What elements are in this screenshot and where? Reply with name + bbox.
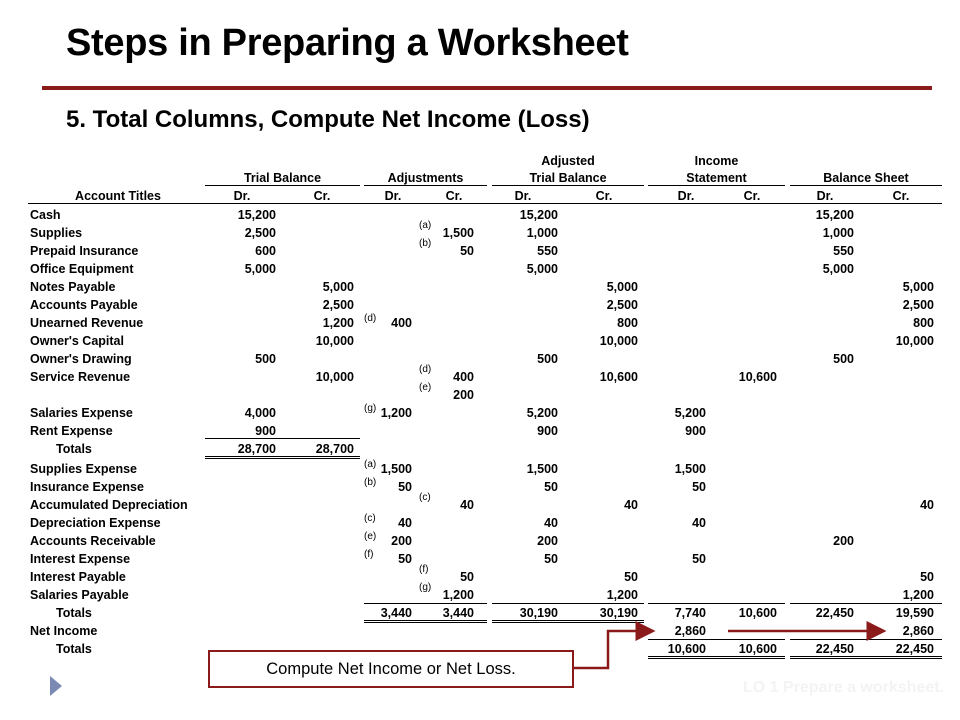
row-amount: 50 [398,552,412,566]
adjustment-ref-label: (a) [364,459,377,470]
totals-single-rule [205,438,360,439]
row-amount: 200 [453,388,474,402]
row-account-title: Rent Expense [30,424,113,438]
totals-double-rule [205,456,360,459]
row-account-title: Prepaid Insurance [30,244,139,258]
row-amount: 5,000 [902,280,934,294]
header-cr: Cr. [313,189,331,203]
row-amount: 600 [255,244,276,258]
row-amount: 550 [833,244,854,258]
adjustment-ref-label: (b) [364,477,377,488]
row-amount: 2,860 [902,624,934,638]
row-amount: 28,700 [237,442,276,456]
slide-title: Steps in Preparing a Worksheet [66,22,629,64]
row-account-title: Accumulated Depreciation [30,498,188,512]
row-amount: 10,600 [738,606,777,620]
row-amount: 50 [460,570,474,584]
adjustment-ref-label: (e) [364,531,377,542]
row-amount: 1,500 [442,226,474,240]
adjustment-ref-label: (e) [419,382,432,393]
net-income-rule [648,639,785,640]
row-amount: 10,600 [738,642,777,656]
adjustment-ref-label: (f) [419,564,429,575]
totals-single-rule [648,603,785,604]
row-amount: 1,200 [322,316,354,330]
row-account-title: Cash [30,208,61,222]
adjustment-ref-label: (a) [419,220,432,231]
row-amount: 40 [692,516,706,530]
row-amount: 1,200 [442,588,474,602]
row-amount: 50 [398,480,412,494]
row-account-title: Unearned Revenue [30,316,144,330]
row-amount: 5,200 [526,406,558,420]
row-amount: 200 [833,534,854,548]
header-dr: Dr. [233,189,251,203]
row-account-title: Insurance Expense [30,480,144,494]
row-amount: 900 [685,424,706,438]
row-amount: 15,200 [815,208,854,222]
row-account-title: Totals [56,642,92,656]
header-cr: Cr. [743,189,761,203]
header-group-line2: Trial Balance [529,171,607,185]
header-group-rule [790,185,942,186]
row-amount: 15,200 [519,208,558,222]
header-dr: Dr. [816,189,834,203]
row-amount: 50 [460,244,474,258]
header-group-line1: Adjusted [541,154,595,168]
header-group-line2: Balance Sheet [823,171,909,185]
header-dr: Dr. [514,189,532,203]
row-amount: 10,600 [599,370,638,384]
adjustment-ref-label: (g) [364,403,377,414]
row-amount: 22,450 [815,642,854,656]
totals-double-rule [364,620,487,623]
row-amount: 40 [460,498,474,512]
row-amount: 10,600 [667,642,706,656]
row-amount: 550 [537,244,558,258]
header-account-titles: Account Titles [75,189,161,203]
adjustment-ref-label: (b) [419,238,432,249]
row-amount: 1,500 [380,462,412,476]
row-account-title: Totals [56,442,92,456]
row-amount: 40 [544,516,558,530]
row-amount: 200 [391,534,412,548]
row-account-title: Office Equipment [30,262,134,276]
row-amount: 15,200 [237,208,276,222]
row-amount: 5,000 [244,262,276,276]
row-amount: 30,190 [599,606,638,620]
row-account-title: Service Revenue [30,370,131,384]
totals-single-rule [790,603,942,604]
row-amount: 900 [255,424,276,438]
totals-single-rule [492,603,644,604]
row-amount: 10,600 [738,370,777,384]
adjustment-ref-label: (g) [419,582,432,593]
row-account-title: Accounts Payable [30,298,138,312]
row-amount: 2,500 [902,298,934,312]
header-group-line2: Trial Balance [243,171,322,185]
row-account-title: Supplies Expense [30,462,137,476]
final-totals-double-rule [790,656,942,659]
row-amount: 50 [692,552,706,566]
row-amount: 22,450 [895,642,934,656]
row-amount: 30,190 [519,606,558,620]
row-amount: 400 [391,316,412,330]
row-amount: 1,000 [526,226,558,240]
row-amount: 2,500 [606,298,638,312]
row-account-title: Owner's Capital [30,334,124,348]
final-totals-double-rule [648,656,785,659]
row-amount: 40 [624,498,638,512]
row-amount: 28,700 [315,442,354,456]
row-amount: 7,740 [674,606,706,620]
row-account-title: Notes Payable [30,280,116,294]
play-triangle-icon[interactable] [50,676,62,696]
row-account-title: Owner's Drawing [30,352,132,366]
row-account-title: Interest Expense [30,552,131,566]
header-group-rule [205,185,360,186]
row-amount: 1,000 [822,226,854,240]
header-bottom-rule [28,203,942,204]
row-amount: 800 [913,316,934,330]
callout-box: Compute Net Income or Net Loss. [208,650,574,688]
row-amount: 40 [920,498,934,512]
adjustment-ref-label: (c) [419,492,431,503]
row-account-title: Salaries Payable [30,588,129,602]
row-amount: 22,450 [815,606,854,620]
row-amount: 10,000 [315,370,354,384]
row-amount: 2,500 [322,298,354,312]
row-amount: 10,000 [315,334,354,348]
row-amount: 40 [398,516,412,530]
row-amount: 200 [537,534,558,548]
row-amount: 3,440 [442,606,474,620]
learning-objective-footer: LO 1 Prepare a worksheet. [743,679,944,696]
header-group-line2: Adjustments [387,171,464,185]
row-amount: 500 [255,352,276,366]
row-amount: 50 [544,480,558,494]
row-amount: 1,200 [902,588,934,602]
row-account-title: Net Income [30,624,98,638]
row-amount: 5,000 [606,280,638,294]
row-amount: 900 [537,424,558,438]
row-account-title: Supplies [30,226,83,240]
row-amount: 10,000 [599,334,638,348]
row-amount: 1,500 [674,462,706,476]
header-cr: Cr. [892,189,910,203]
row-account-title: Salaries Expense [30,406,133,420]
adjustment-ref-label: (c) [364,513,376,524]
header-cr: Cr. [595,189,613,203]
row-amount: 800 [617,316,638,330]
header-group-rule [648,185,785,186]
header-group-rule [364,185,487,186]
totals-single-rule [364,603,487,604]
row-amount: 4,000 [244,406,276,420]
header-group-rule [492,185,644,186]
row-amount: 50 [624,570,638,584]
header-cr: Cr. [445,189,463,203]
header-dr: Dr. [677,189,695,203]
row-amount: 5,200 [674,406,706,420]
row-account-title: Depreciation Expense [30,516,161,530]
totals-double-rule [492,620,644,623]
net-income-rule [790,639,942,640]
adjustment-ref-label: (d) [419,364,432,375]
row-amount: 2,860 [674,624,706,638]
row-amount: 50 [544,552,558,566]
row-amount: 5,000 [322,280,354,294]
header-group-line2: Statement [686,171,747,185]
row-amount: 2,500 [244,226,276,240]
row-amount: 1,200 [380,406,412,420]
header-group-line1: Income [694,154,739,168]
row-amount: 5,000 [526,262,558,276]
header-dr: Dr. [384,189,402,203]
row-amount: 400 [453,370,474,384]
adjustment-ref-label: (d) [364,313,377,324]
row-amount: 3,440 [380,606,412,620]
row-amount: 50 [920,570,934,584]
row-amount: 50 [692,480,706,494]
slide-subtitle: 5. Total Columns, Compute Net Income (Loss) [66,106,590,133]
row-amount: 500 [833,352,854,366]
row-account-title: Interest Payable [30,570,126,584]
row-amount: 5,000 [822,262,854,276]
row-account-title: Totals [56,606,92,620]
row-amount: 10,000 [895,334,934,348]
adjustment-ref-label: (f) [364,549,374,560]
row-amount: 19,590 [895,606,934,620]
row-amount: 1,500 [526,462,558,476]
row-amount: 500 [537,352,558,366]
row-account-title: Accounts Receivable [30,534,156,548]
row-amount: 1,200 [606,588,638,602]
